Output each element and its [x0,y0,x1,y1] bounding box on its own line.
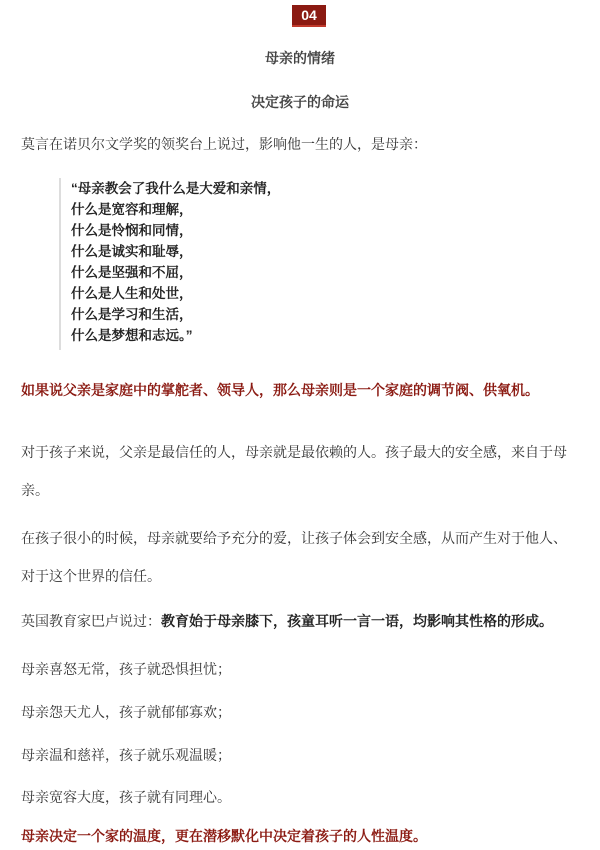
quote-paragraph [21,611,553,631]
quote-line: “母亲教会了我什么是大爱和亲情， [71,181,281,196]
list-line: 母亲怨天尤人，孩子就郁郁寡欢； [21,704,231,720]
paragraph-line: 对于孩子来说，父亲是最信任的人，母亲就是最依赖的人。孩子最大的安全感，来自于母 [21,444,567,460]
quote-line: 什么是坚强和不屈， [71,265,193,280]
quote-line: 什么是梦想和志远。” [71,328,193,343]
quote-line: 什么是学习和生活， [71,307,193,322]
paragraph-line: 对于这个世界的信任。 [21,568,161,584]
paragraph-line: 亲。 [21,482,49,498]
quote-line: 什么是人生和处世， [71,286,193,301]
list-line: 母亲宽容大度，孩子就有同理心。 [21,789,231,805]
closing-highlight: 母亲决定一个家的温度，更在潜移默化中决定着孩子的人性温度。 [21,828,427,844]
list-line: 母亲温和慈祥，孩子就乐观温暖； [21,747,231,763]
quote-line: 什么是怜悯和同情， [71,223,193,238]
list-line: 母亲喜怒无常，孩子就恐惧担忧； [21,661,231,677]
intro-paragraph: 莫言在诺贝尔文学奖的领奖台上说过，影响他一生的人，是母亲： [21,136,427,152]
paragraph-line: 在孩子很小的时候，母亲就要给予充分的爱，让孩子体会到安全感，从而产生对于他人、 [21,530,567,546]
section-title-line2: 决定孩子的命运 [251,94,349,110]
blockquote [59,178,280,350]
section-number-badge: 04 [292,5,326,27]
section-title-line1: 母亲的情绪 [265,50,335,66]
quote-attribution: 英国教育家巴卢说过： [21,613,161,629]
quote-bold-text: 教育始于母亲膝下，孩童耳听一言一语，均影响其性格的形成。 [161,613,553,629]
highlight-statement: 如果说父亲是家庭中的掌舵者、领导人，那么母亲则是一个家庭的调节阀、供氧机。 [21,382,539,398]
quote-line: 什么是宽容和理解， [71,202,193,217]
quote-line: 什么是诚实和耻辱， [71,244,193,259]
